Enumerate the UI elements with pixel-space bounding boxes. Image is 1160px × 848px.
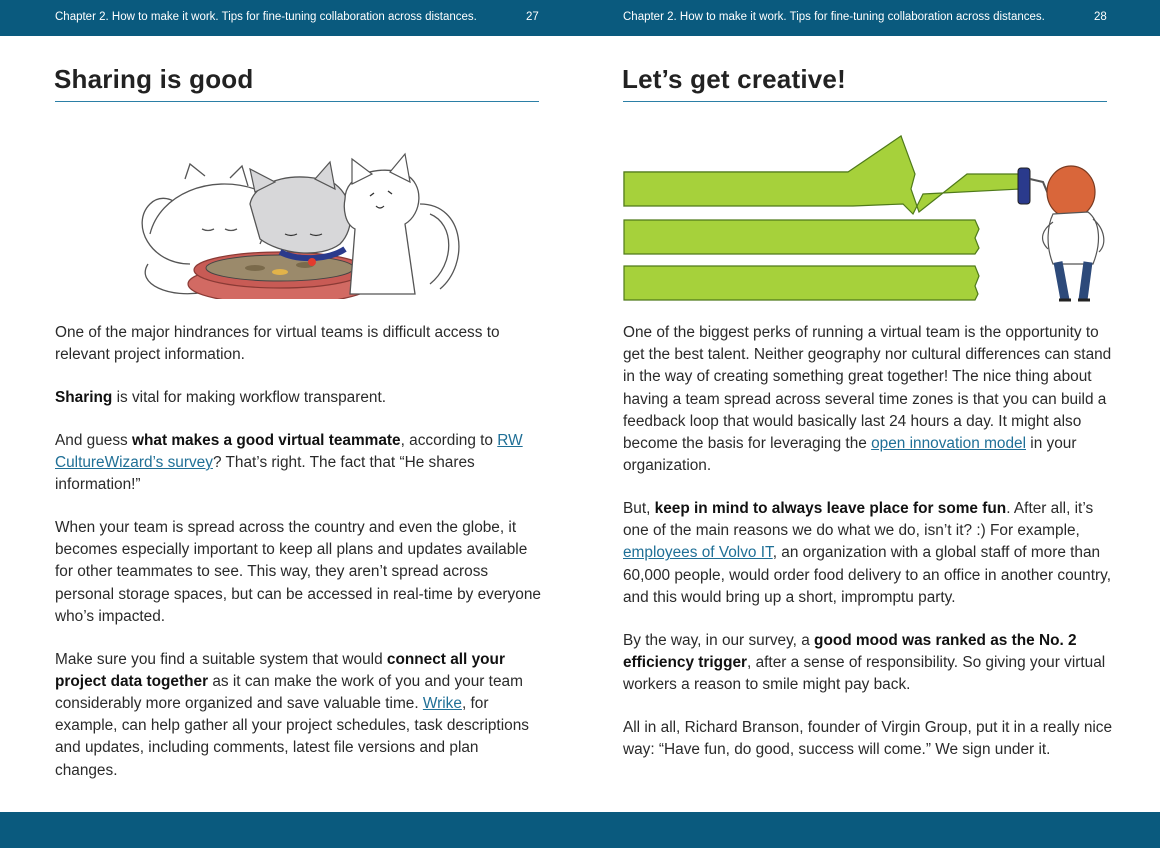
left-page-number: 27: [526, 11, 539, 23]
right-page-body: [623, 322, 1113, 782]
paragraph-text: And guess: [55, 431, 133, 449]
paragraph: [55, 517, 545, 628]
paragraph-text: One of the major hindrances for virtual teams is difficult access to relevant project information.: [55, 324, 500, 364]
paragraph-text: , an organization with a global staff of more than 60,000 people, would order food delivery to an office in another country, and this would bring up a short, impromptu party.: [623, 544, 1111, 606]
paragraph-text: . After all, it’s one of the main reasons we do what we do, isn’t it? :) For example,: [623, 500, 1094, 540]
open-innovation-model-link[interactable]: open innovation model: [871, 435, 1026, 453]
paragraph: [55, 387, 545, 409]
left-page-body: [55, 322, 545, 802]
paragraph-text: ? That’s right. The fact that “He shares information!”: [55, 454, 475, 494]
paragraph: [55, 430, 545, 497]
paragraph-text: is vital for making workflow transparent.: [112, 389, 387, 406]
paragraph: [55, 649, 545, 782]
title-underline: [55, 101, 539, 102]
paragraph-text: But,: [623, 500, 655, 518]
bold-text: what makes a good virtual teammate: [132, 431, 401, 449]
cats-eating-illustration: [130, 144, 470, 299]
paragraph-text: When your team is spread across the country and even the globe, it becomes especially important to keep all plans and updates available for other teammates to see. This way, they aren’t spread across personal storage spaces, but can be accessed in real-time by everyone who’s impacted.: [55, 519, 541, 625]
paragraph: [623, 498, 1113, 609]
right-page-title: Let’s get creative!: [622, 64, 846, 94]
wrike-link[interactable]: Wrike: [422, 695, 462, 713]
right-page-number: 28: [1094, 11, 1107, 23]
paragraph-text: One of the biggest perks of running a virtual team is the opportunity to get the best talent. Neither geography nor cultural differences can stand in the way of creating something great together! The nice thing about having a team spread across several time zones is that you can build a feedback loop that would basically last 24 hours a day. It might also become the basis for leveraging the: [623, 324, 1112, 453]
title-underline: [623, 101, 1107, 102]
right-running-header: Chapter 2. How to make it work. Tips for fine-tuning collaboration across distances.: [623, 11, 1045, 23]
bold-text: keep in mind to always leave place for some fun: [654, 500, 1007, 518]
paragraph-text: By the way, in our survey, a: [623, 631, 815, 649]
page-header-bar: [0, 0, 1160, 36]
volvo-it-link[interactable]: employees of Volvo IT: [623, 544, 773, 562]
paragraph-text: , for example, can help gather all your project schedules, task descriptions and updates, including comments, latest file versions and plan changes.: [55, 695, 529, 779]
paragraph-text: Make sure you find a suitable system that would: [55, 650, 387, 668]
left-page-title: Sharing is good: [54, 64, 254, 94]
culturewizard-survey-link[interactable]: RW CultureWizard’s survey: [55, 431, 523, 471]
paragraph-text: , after a sense of responsibility. So giving your virtual workers a reason to smile might pay back.: [623, 653, 1106, 694]
painter-illustration: [623, 134, 1107, 304]
bold-text: good mood was ranked as the No. 2 efficiency trigger: [623, 631, 1077, 671]
paragraph: [623, 717, 1113, 761]
paragraph: [623, 630, 1113, 697]
paragraph-text: as it can make the work of you and your team considerably more organized and save valuable time.: [55, 672, 523, 713]
paragraph-text: in your organization.: [623, 435, 1077, 475]
paragraph-text: , according to: [400, 431, 498, 449]
bold-text: Sharing: [55, 389, 113, 406]
bold-text: connect all your project data together: [55, 650, 505, 690]
paragraph: [55, 322, 545, 366]
left-running-header: Chapter 2. How to make it work. Tips for fine-tuning collaboration across distances.: [55, 11, 477, 23]
paragraph: [623, 322, 1113, 477]
paragraph-text: All in all, Richard Branson, founder of Virgin Group, put it in a really nice way: “Have fun, do good, success will come.” We sign under it.: [623, 718, 1113, 759]
page-footer-bar: [0, 812, 1160, 848]
